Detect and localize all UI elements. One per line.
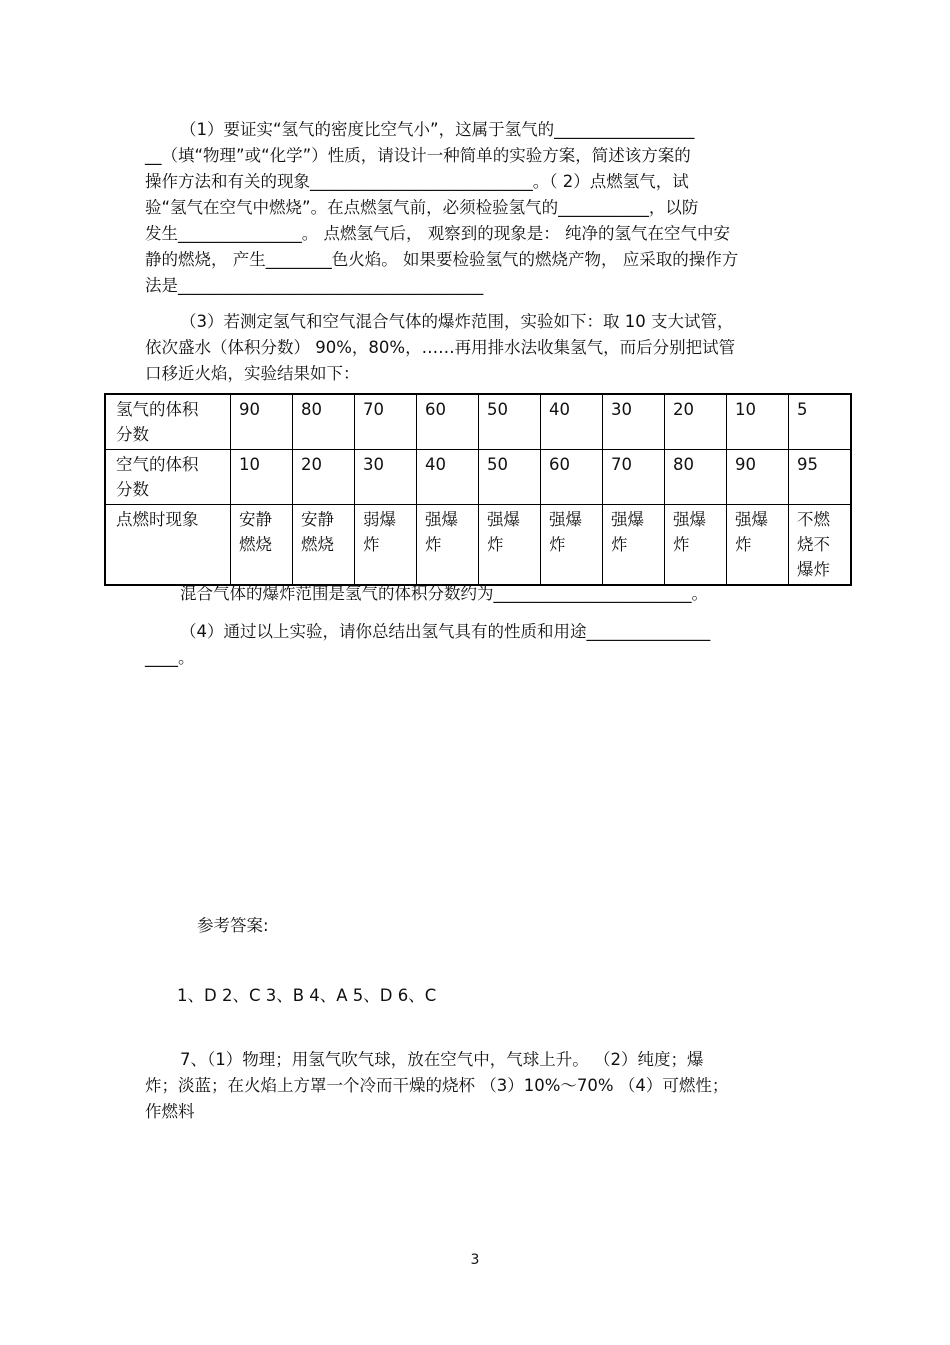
table-cell: 10: [231, 450, 293, 505]
answer-7-line-2: 炸；淡蓝；在火焰上方罩一个冷而干燥的烧杯 （3）10%～70% （4）可燃性；: [145, 1076, 729, 1095]
table-cell: 20: [293, 450, 355, 505]
table-cell: 强爆 炸: [727, 505, 789, 586]
table-cell: 40: [417, 450, 479, 505]
q2-line-1: 验“氢气在空气中燃烧”。在点燃氢气前，必须检验氢气的___________，以防: [145, 198, 699, 217]
table-cell: 70: [355, 394, 417, 450]
table-cell: 强爆 炸: [603, 505, 665, 586]
table-cell: 强爆 炸: [479, 505, 541, 586]
table-cell: 5: [789, 394, 852, 450]
table-cell: 不燃 烧不 爆炸: [789, 505, 852, 586]
table-cell: 40: [541, 394, 603, 450]
q2-line-4: 法是_____________________________________: [145, 276, 484, 295]
table-cell: 30: [603, 394, 665, 450]
table-cell: 弱爆 炸: [355, 505, 417, 586]
answers-choices: 1、D 2、C 3、B 4、A 5、D 6、C: [177, 986, 437, 1005]
table-row: [105, 394, 851, 450]
experiment-table: [104, 393, 852, 586]
row-label-air: [105, 450, 231, 505]
explosion-range-line: 混合气体的爆炸范围是氢气的体积分数约为________________________。: [180, 584, 708, 603]
table-cell: 95: [789, 450, 852, 505]
page-number: 3: [470, 1252, 480, 1268]
table-row: [105, 450, 851, 505]
row-label-line: 空气的体积: [116, 455, 199, 474]
table-cell: 10: [727, 394, 789, 450]
row-label-line: 氢气的体积: [116, 400, 199, 419]
row-label-line: 分数: [116, 425, 149, 444]
table-cell: 强爆 炸: [665, 505, 727, 586]
table-cell: 安静 燃烧: [231, 505, 293, 586]
table-cell: 30: [355, 450, 417, 505]
q2-line-3: 静的燃烧， 产生________色火焰。 如果要检验氢气的燃烧产物， 应采取的操作方: [145, 250, 739, 269]
q3-line-3: 口移近火焰，实验结果如下：: [145, 364, 360, 383]
table-cell: 强爆 炸: [417, 505, 479, 586]
answer-7-line-3: 作燃料: [145, 1102, 195, 1121]
q1-line-1: （1）要证实“氢气的密度比空气小”，这属于氢气的_________________: [180, 120, 695, 139]
table-cell: 80: [293, 394, 355, 450]
table-cell: 强爆 炸: [541, 505, 603, 586]
q3-line-1: （3）若测定氢气和空气混合气体的爆炸范围，实验如下：取 10 支大试管，: [180, 312, 734, 331]
q4-line-1: （4）通过以上实验，请你总结出氢气具有的性质和用途_______________: [180, 622, 711, 641]
row-label-phenomenon: 点燃时现象: [105, 505, 231, 586]
table-row: [105, 505, 851, 586]
table-cell: 60: [417, 394, 479, 450]
answer-7-line-1: 7、（1）物理；用氢气吹气球，放在空气中，气球上升。 （2）纯度；爆: [180, 1050, 704, 1069]
table-cell: 20: [665, 394, 727, 450]
q2-line-2: 发生_______________。 点燃氢气后， 观察到的现象是： 纯净的氢气在空气中安: [145, 224, 730, 243]
table-cell: 50: [479, 450, 541, 505]
row-label-hydrogen: [105, 394, 231, 450]
q1-line-3: 操作方法和有关的现象___________________________。（ 2）点燃氢气，试: [145, 172, 689, 191]
row-label-line: 分数: [116, 480, 149, 499]
table-cell: 70: [603, 450, 665, 505]
table-cell: 90: [231, 394, 293, 450]
table-cell: 90: [727, 450, 789, 505]
table-cell: 安静 燃烧: [293, 505, 355, 586]
q4-line-2: ____。: [145, 648, 195, 667]
table-cell: 50: [479, 394, 541, 450]
table-cell: 80: [665, 450, 727, 505]
q3-line-2: 依次盛水（体积分数） 90%，80%，……再用排水法收集氢气，而后分别把试管: [145, 338, 736, 357]
q1-line-2: __（填“物理”或“化学”）性质，请设计一种简单的实验方案，简述该方案的: [145, 146, 691, 165]
answers-heading: 参考答案:: [197, 916, 269, 935]
table-cell: 60: [541, 450, 603, 505]
